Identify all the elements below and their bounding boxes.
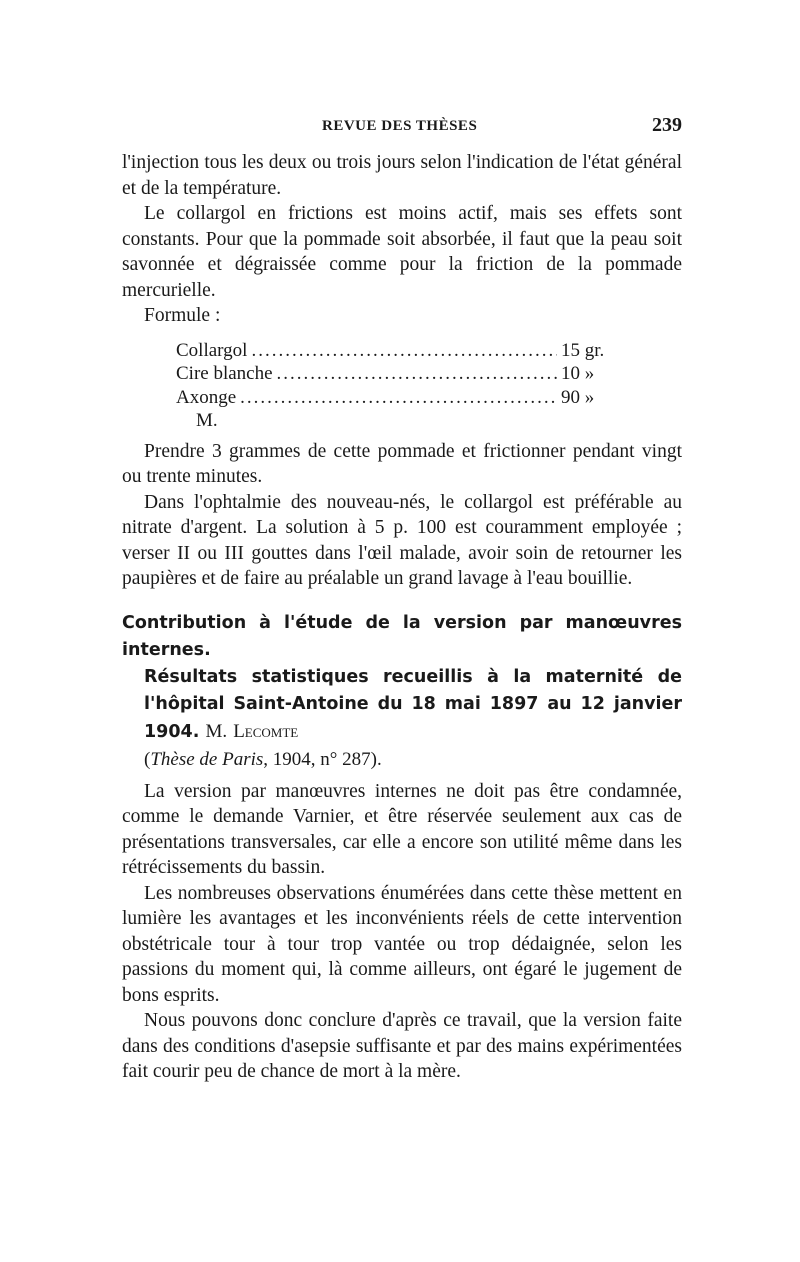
ref-title: Thèse de Paris	[150, 748, 264, 770]
paragraph: Dans l'ophtalmie des nouveau-nés, le collargol est préférable au nitrate d'argent. La solution à 5 p. 100 est couramment employée ; verser II ou III gouttes dans l'œil malade, avoir soin de retourner les paupières et de faire au préalable un grand lavage à l'eau bouillie.	[122, 491, 682, 589]
ingredient-name: Axonge	[176, 386, 237, 408]
paragraph: Les nombreuses observations énumérées dans cette thèse mettent en lumière les avantages et les inconvénients réels de cette intervention obstétricale tour à tour trop vantée ou trop dédaignée, selon les passions du moment qui, là comme ailleurs, ont égaré le jugement de bons esprits.	[122, 882, 682, 1006]
formula-row	[176, 362, 631, 386]
leader-dots	[251, 339, 557, 363]
ingredient-name: Collargol	[176, 339, 248, 361]
leader-dots	[240, 386, 557, 410]
ingredient-name: Cire blanche	[176, 363, 273, 384]
page-header	[122, 114, 682, 142]
document-page	[122, 0, 682, 1262]
article-author: Lecomte	[233, 720, 299, 742]
page-body	[122, 150, 682, 1085]
article-reference	[122, 746, 682, 773]
ingredient-quantity: 15 gr.	[561, 339, 605, 361]
ref-details: , 1904, n° 287).	[263, 748, 382, 770]
paragraph: Prendre 3 grammes de cette pommade et frictionner pendant vingt ou trente minutes.	[122, 440, 682, 487]
formula-row	[176, 386, 631, 410]
ingredient-quantity: 10 »	[561, 363, 595, 384]
paragraph: l'injection tous les deux ou trois jours selon l'indication de l'état général et de la température.	[122, 152, 682, 199]
article-title-continuation	[122, 664, 682, 746]
article-title-line1: Contribution à l'étude de la version par manœuvres internes.	[122, 612, 682, 660]
article-title	[122, 610, 682, 773]
article-title-rest: Résultats statistiques recueillis à la maternité de l'hôpital Saint-Antoine du 18 mai 1897 au 12 janvier 1904.	[144, 666, 682, 742]
ingredient-quantity: 90 »	[561, 386, 595, 408]
leader-dots	[277, 362, 557, 386]
formula-row	[176, 339, 631, 363]
paragraph: La version par manœuvres internes ne doit pas être condamnée, comme le demande Varnier, et être réservée seulement aux cas de présentations transversales, car elle a encore son utilité même dans les rétrécissements du bassin.	[122, 780, 682, 878]
page-number: 239	[652, 114, 682, 136]
paragraph: Nous pouvons donc conclure d'après ce travail, que la version faite dans des conditions d'asepsie suffisante et par des mains expérimentées fait courir peu de chance de mort à la mère.	[122, 1010, 682, 1082]
ref-open: (	[144, 748, 151, 770]
formula-signature: M.	[196, 410, 218, 431]
running-title: REVUE DES THÈSES	[322, 118, 478, 134]
formula-table	[122, 339, 682, 433]
paragraph: Le collargol en frictions est moins actif, mais ses effets sont constants. Pour que la pommade soit absorbée, il faut que la peau soit savonnée et dégraissée comme pour la friction de la pommade mercurielle.	[122, 203, 682, 301]
author-prefix: M.	[205, 720, 228, 742]
formula-heading: Formule :	[144, 305, 221, 326]
article-entry	[122, 610, 682, 1085]
